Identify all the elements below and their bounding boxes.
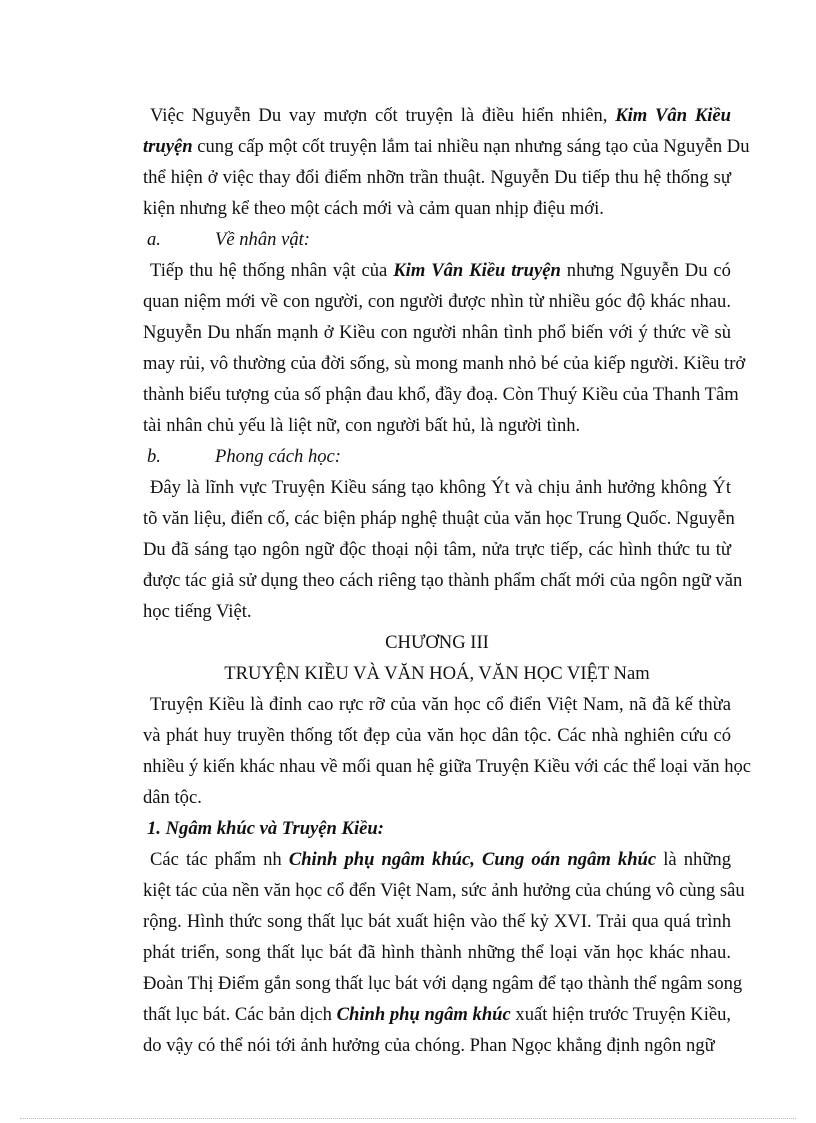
text-line: do vậy có thể nói tới ảnh hưởng của chóng. Phan Ngọc khẳng định ngôn ngữ bbox=[143, 1035, 715, 1056]
text-line: truyện cung cấp một cốt truyện lắm tai nhiều nạn nhưng sáng tạo của Nguyễn Du bbox=[143, 136, 750, 157]
text-line: thể hiện ở việc thay đổi điểm nhỡn trần thuật. Nguyễn Du tiếp thu hệ thống sự bbox=[143, 167, 731, 188]
text-line: Du đã sáng tạo ngôn ngữ độc thoại nội tâm, nửa trực tiếp, các hình thức tu từ bbox=[143, 539, 731, 560]
text-line: quan niệm mới về con người, con người được nhìn từ nhiều góc độ khác nhau. bbox=[143, 291, 731, 312]
text-line: được tác giả sử dụng theo cách riêng tạo thành phẩm chất mới của ngôn ngữ văn bbox=[143, 570, 743, 591]
paragraph-characters bbox=[143, 255, 746, 441]
work-title: Kim Vân Kiều truyện bbox=[393, 260, 561, 281]
text-line: dân tộc. bbox=[143, 787, 202, 808]
section-heading: 1. Ngâm khúc và Truyện Kiều: bbox=[147, 818, 384, 839]
paragraph-ngam-khuc bbox=[143, 844, 745, 1061]
text-line: thất lục bát. Các bản dịch Chinh phụ ngâm khúc xuất hiện trước Truyện Kiều, bbox=[143, 1004, 732, 1025]
work-title: truyện bbox=[143, 136, 193, 157]
chapter-title: TRUYỆN KIỀU VÀ VĂN HOÁ, VĂN HỌC VIỆT Nam bbox=[224, 663, 650, 684]
text-line: rộng. Hình thức song thất lục bát xuất hiện vào thế kỷ XVI. Trải qua quá trình bbox=[143, 911, 731, 932]
section-a-heading: a. Về nhân vật: bbox=[147, 229, 311, 250]
paragraph-style bbox=[143, 472, 743, 627]
work-title: Chinh phụ ngâm khúc, Cung oán ngâm khúc bbox=[288, 849, 657, 870]
paragraph-chapter-intro bbox=[143, 689, 752, 813]
text-line: phát triển, song thất lục bát đã hình thành những thể loại văn học khác nhau. bbox=[143, 942, 731, 963]
text-line: kiện nhưng kể theo một cách mới và cảm quan nhịp điệu mới. bbox=[143, 198, 604, 219]
text-line: Các tác phẩm nh Chinh phụ ngâm khúc, Cung oán ngâm khúc là những bbox=[150, 849, 731, 870]
text-line: Đây là lĩnh vực Truyện Kiều sáng tạo không Ýt và chịu ảnh hưởng không Ýt bbox=[150, 477, 731, 498]
text-line: học tiếng Việt. bbox=[143, 601, 252, 622]
text-line: Đoàn Thị Điểm gắn song thất lục bát với dạng ngâm để tạo thành thể ngâm song bbox=[143, 973, 743, 994]
page-bottom-divider bbox=[20, 1118, 796, 1119]
text-line: may rủi, vô thường của đời sống, sù mong manh nhỏ bé của kiếp người. Kiều trở bbox=[143, 353, 746, 374]
section-b-heading: b. Phong cách học: bbox=[147, 446, 341, 467]
text-line: Việc Nguyễn Du vay mượn cốt truyện là điều hiển nhiên, Kim Vân Kiều bbox=[150, 105, 731, 126]
body-text bbox=[143, 100, 752, 1061]
text-line: tài nhân chủ yếu là liệt nữ, con người bất hủ, là người tình. bbox=[143, 415, 581, 436]
text-line: tõ văn liệu, điển cố, các biện pháp nghệ thuật của văn học Trung Quốc. Nguyễn bbox=[143, 508, 735, 529]
text-line: Tiếp thu hệ thống nhân vật của Kim Vân Kiều truyện nhưng Nguyễn Du có bbox=[150, 260, 731, 281]
text-line: thành biểu tượng của số phận đau khổ, đầy đoạ. Còn Thuý Kiều của Thanh Tâm bbox=[143, 384, 739, 405]
text-line: kiệt tác của nền văn học cổ đển Việt Nam, sức ảnh hưởng của chúng vô cùng sâu bbox=[143, 880, 745, 901]
text-line: Nguyễn Du nhấn mạnh ở Kiều con người nhân tình phổ biến với ý thức về sù bbox=[143, 322, 731, 343]
chapter-number: CHƯƠNG III bbox=[385, 632, 489, 653]
text-line: và phát huy truyền thống tốt đẹp của văn học dân tộc. Các nhà nghiên cứu có bbox=[143, 725, 731, 746]
text-line: nhiều ý kiến khác nhau về mối quan hệ giữa Truyện Kiều với các thể loại văn học bbox=[143, 756, 752, 777]
work-title: Chinh phụ ngâm khúc bbox=[336, 1004, 511, 1025]
paragraph-intro bbox=[143, 100, 750, 224]
work-title: Kim Vân Kiều bbox=[615, 105, 731, 126]
text-line: Truyện Kiều là đỉnh cao rực rỡ của văn học cổ điển Việt Nam, nã đã kế thừa bbox=[150, 694, 731, 715]
